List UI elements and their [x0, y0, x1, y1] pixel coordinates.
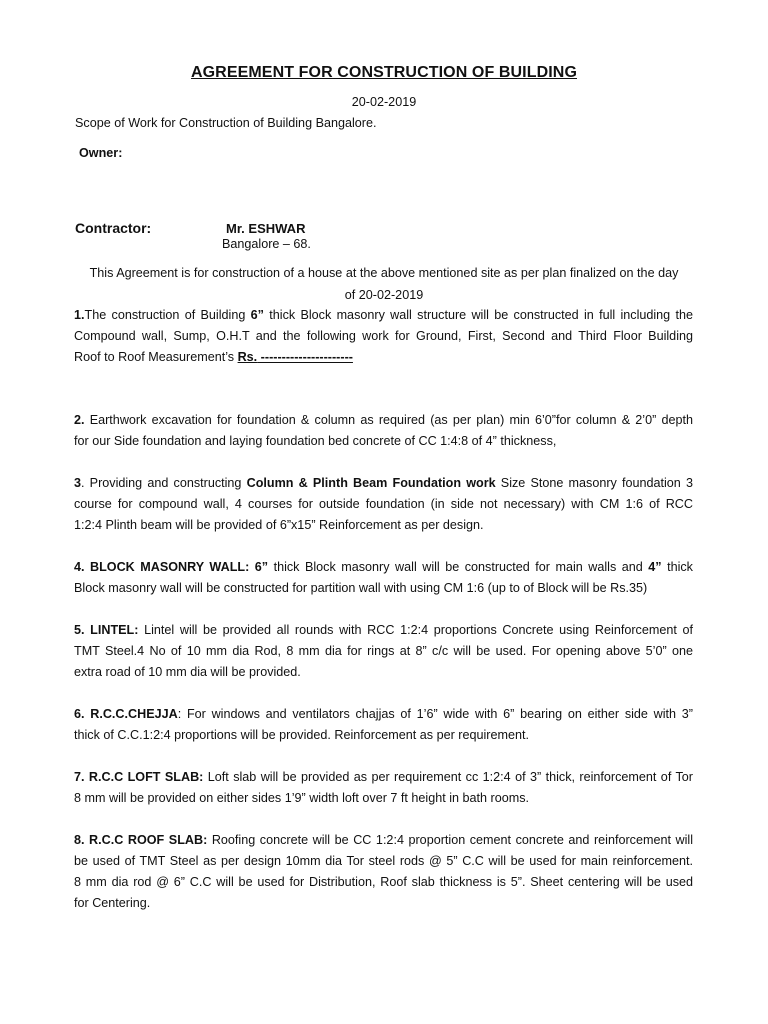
owner-label: Owner:	[79, 146, 123, 160]
clause-1-line-3: Roof to Roof Measurement’s Rs. ----------------------	[74, 350, 353, 364]
clause-7-line-1: 7. R.C.C LOFT SLAB: Loft slab will be provided as per requirement cc 1:2:4 of 3” thick, reinforcement of Tor	[74, 770, 693, 784]
clause-6-line-2: thick of C.C.1:2:4 proportions will be provided. Reinforcement as per requirement.	[74, 728, 529, 742]
clause-4	[74, 557, 693, 599]
clause-2-line-1: 2. Earthwork excavation for foundation & column as required (as per plan) min 6’0”for column & 2’0” depth	[74, 413, 693, 427]
clause-3	[74, 473, 693, 536]
clause-4-line-2: Block masonry wall will be constructed for partition wall with using CM 1:6 (up to of Block will be Rs.35)	[74, 581, 648, 595]
clause-8-line-1: 8. R.C.C ROOF SLAB: Roofing concrete will be CC 1:2:4 proportion cement concrete and reinforcement will	[74, 833, 694, 847]
clause-5	[74, 620, 693, 683]
scope-line: Scope of Work for Construction of Building Bangalore.	[75, 116, 377, 130]
clause-3-line-2: course for compound wall, 4 courses for outside foundation (in side not necessary) with CM 1:6 of RCC	[74, 497, 693, 511]
intro-line-1: This Agreement is for construction of a house at the above mentioned site as per plan finalized on the day	[89, 266, 679, 280]
clause-5-line-1: 5. LINTEL: Lintel will be provided all rounds with RCC 1:2:4 proportions Concrete using Reinforcement of	[74, 623, 693, 637]
clause-4-line-1: 4. BLOCK MASONRY WALL: 6” thick Block masonry wall will be constructed for main walls and 4” thick	[74, 560, 693, 574]
clause-5-line-2: TMT Steel.4 No of 10 mm dia Rod, 8 mm dia for rings at 8” c/c will be used. For opening above 5’0” one	[74, 644, 693, 658]
clause-1-line-2: Compound wall, Sump, O.H.T and the following work for Ground, First, Second and Third Floor Building	[74, 329, 693, 343]
intro-line-2: of 20-02-2019	[344, 288, 424, 302]
agreement-date: 20-02-2019	[351, 95, 417, 109]
clause-1	[74, 305, 693, 368]
clause-7	[74, 767, 693, 809]
clause-1-number: 1.	[74, 308, 85, 322]
contractor-name: Mr. ESHWAR	[226, 221, 306, 236]
contractor-label: Contractor:	[75, 220, 152, 236]
clause-8-line-2: be used of TMT Steel as per design 10mm dia Tor steel rods @ 5” C.C will be used for main reinforcement.	[74, 854, 693, 868]
clause-8-line-3: 8 mm dia rod @ 6” C.C will be used for Distribution, Roof slab thickness is 5”. Sheet centering will be used	[74, 875, 693, 889]
clause-3-line-1: 3. Providing and constructing Column & Plinth Beam Foundation work Size Stone masonry foundation 3	[74, 476, 693, 490]
clause-3-line-3: 1:2:4 Plinth beam will be provided of 6”x15” Reinforcement as per design.	[74, 518, 484, 532]
clause-5-line-3: extra road of 10 mm dia will be provided.	[74, 665, 301, 679]
clause-7-line-2: 8 mm will be provided on either sides 1’9” width loft over 7 ft height in bath rooms.	[74, 791, 529, 805]
clause-2	[74, 410, 693, 452]
clause-6	[74, 704, 693, 746]
clause-6-line-1: 6. R.C.C.CHEJJA: For windows and ventilators chajjas of 1’6” wide with 6” bearing on either side with 3”	[74, 707, 693, 721]
clause-8-line-4: for Centering.	[74, 896, 151, 910]
clause-1-line-1: 1.The construction of Building 6” thick Block masonry wall structure will be constructed in full including the	[74, 308, 693, 322]
clause-2-line-2: for our Side foundation and laying foundation bed concrete of CC 1:4:8 of 4” thickness,	[74, 434, 557, 448]
clause-8	[74, 830, 693, 914]
contractor-address: Bangalore – 68.	[222, 237, 311, 251]
document-title: AGREEMENT FOR CONSTRUCTION OF BUILDING	[190, 64, 577, 81]
